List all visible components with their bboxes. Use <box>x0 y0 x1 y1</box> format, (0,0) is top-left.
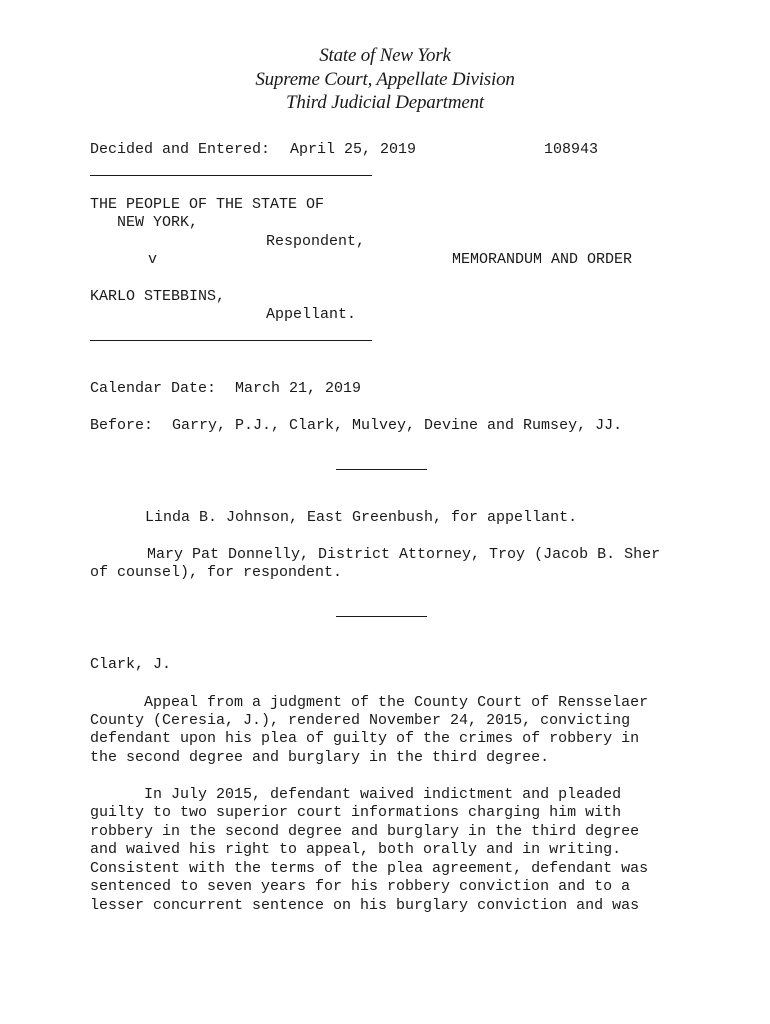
calendar-label: Calendar Date: <box>90 380 217 397</box>
respondent-counsel-line1: Mary Pat Donnelly, District Attorney, Troy (Jacob B. Sher <box>147 546 661 563</box>
judges-list: Garry, P.J., Clark, Mulvey, Devine and Rumsey, JJ. <box>172 417 623 434</box>
opinion-p2-line: In July 2015, defendant waived indictment and pleaded <box>90 786 622 803</box>
opinion-p2-line: Consistent with the terms of the plea agreement, defendant was <box>90 860 649 877</box>
section-divider-2 <box>336 616 427 617</box>
section-divider-1 <box>336 469 427 470</box>
decided-date: April 25, 2019 <box>290 141 417 158</box>
docket-number: 108943 <box>544 141 599 158</box>
party1-name-line1: THE PEOPLE OF THE STATE OF <box>90 196 325 213</box>
opinion-p2-line: and waived his right to appeal, both orally and in writing. <box>90 841 622 858</box>
opinion-p1-line: County (Ceresia, J.), rendered November 24, 2015, convicting <box>90 712 631 729</box>
party1-name-line2: NEW YORK, <box>117 214 199 231</box>
versus: v <box>148 251 158 268</box>
decided-label: Decided and Entered: <box>90 141 271 158</box>
opinion-p1-line: Appeal from a judgment of the County Court of Rensselaer <box>90 694 649 711</box>
opinion-p1-line: the second degree and burglary in the third degree. <box>90 749 550 766</box>
opinion-p1-line: defendant upon his plea of guilty of the crimes of robbery in <box>90 730 640 747</box>
opinion-p2-line: robbery in the second degree and burglary in the third degree <box>90 823 640 840</box>
opinion-author: Clark, J. <box>90 656 172 673</box>
before-label: Before: <box>90 417 154 434</box>
opinion-p2-line: guilty to two superior court informations charging him with <box>90 804 622 821</box>
court-state-title: State of New York <box>319 45 451 66</box>
court-department: Third Judicial Department <box>286 92 484 113</box>
party2-name: KARLO STEBBINS, <box>90 288 226 305</box>
party1-role: Respondent, <box>266 233 366 250</box>
appellant-counsel: Linda B. Johnson, East Greenbush, for appellant. <box>145 509 578 526</box>
caption-bottom-rule <box>90 340 372 341</box>
respondent-counsel-line2: of counsel), for respondent. <box>90 564 343 581</box>
order-type: MEMORANDUM AND ORDER <box>452 251 633 268</box>
opinion-p2-line: sentenced to seven years for his robbery conviction and to a <box>90 878 631 895</box>
party2-role: Appellant. <box>266 306 357 323</box>
court-name: Supreme Court, Appellate Division <box>255 69 515 90</box>
caption-top-rule <box>90 175 372 176</box>
calendar-date: March 21, 2019 <box>235 380 362 397</box>
opinion-p2-line: lesser concurrent sentence on his burglary conviction and was <box>90 897 640 914</box>
